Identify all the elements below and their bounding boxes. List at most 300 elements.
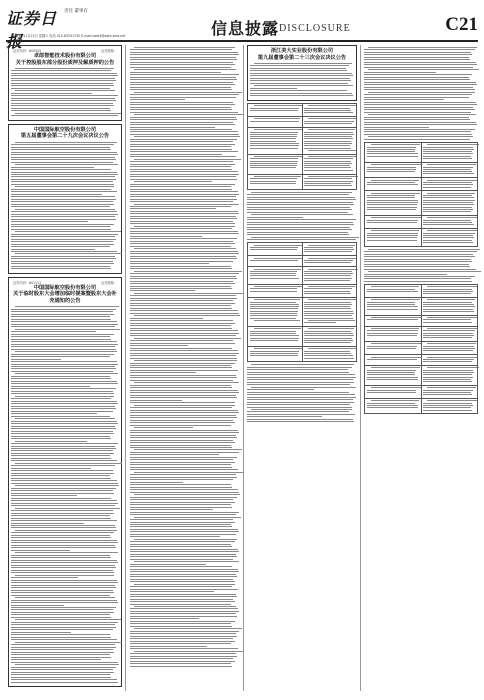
text-line <box>11 672 114 673</box>
text-line <box>423 158 472 159</box>
text-line <box>11 535 110 536</box>
text-line <box>130 348 232 349</box>
table-row <box>365 284 478 297</box>
table-cell <box>302 346 357 361</box>
text-line <box>371 164 422 165</box>
text-line <box>11 83 113 84</box>
text-line <box>254 320 301 321</box>
text-line <box>304 121 354 122</box>
table-cell <box>248 256 303 267</box>
table-row <box>365 228 478 246</box>
text-line <box>367 149 415 150</box>
text-line <box>130 400 182 401</box>
text-line <box>11 201 113 202</box>
text-line <box>130 231 238 232</box>
table-cell <box>365 297 422 315</box>
text-line <box>130 164 235 165</box>
text-line <box>11 652 114 653</box>
text-line <box>11 547 116 548</box>
text-line <box>11 433 114 434</box>
text-line <box>11 557 111 558</box>
text-line <box>130 608 238 609</box>
text-line <box>423 202 473 203</box>
text-line <box>134 114 243 115</box>
text-line <box>130 442 235 443</box>
text-line <box>367 309 419 310</box>
text-line <box>130 484 231 485</box>
text-line <box>304 342 351 343</box>
text-line <box>250 302 297 303</box>
text-line <box>423 348 475 349</box>
text-line <box>130 283 235 284</box>
text-line <box>11 216 115 217</box>
text-line <box>11 483 118 484</box>
text-line <box>367 407 419 408</box>
text-line <box>364 256 475 257</box>
text-line <box>367 306 418 307</box>
table-cell <box>302 174 357 189</box>
text-line <box>247 379 353 380</box>
text-line <box>130 529 238 530</box>
text-line <box>11 614 110 615</box>
text-line <box>308 245 355 246</box>
text-line <box>364 54 472 55</box>
text-line <box>130 497 237 498</box>
text-line <box>11 214 118 215</box>
table-row <box>248 346 357 361</box>
text-line <box>371 217 422 218</box>
text-line <box>250 315 298 316</box>
table-cell <box>365 142 422 162</box>
text-line <box>423 304 474 305</box>
text-line <box>423 361 472 362</box>
text-line <box>130 122 233 123</box>
text-line <box>130 305 231 306</box>
text-line <box>364 264 469 265</box>
text-line <box>130 57 236 58</box>
text-line <box>11 679 117 680</box>
text-line <box>251 387 356 388</box>
text-line <box>423 319 471 320</box>
text-line <box>11 587 116 588</box>
text-line <box>367 209 416 210</box>
text-line <box>364 77 469 78</box>
text-line <box>364 139 470 140</box>
text-line <box>364 87 473 88</box>
text-line <box>11 515 110 516</box>
text-line <box>11 667 116 668</box>
text-line <box>134 494 240 495</box>
text-line <box>130 370 238 371</box>
table-cell <box>365 315 422 326</box>
text-line <box>423 407 471 408</box>
text-line <box>11 162 113 163</box>
text-line <box>11 256 115 257</box>
text-line <box>250 93 352 94</box>
announcement-body <box>250 63 354 96</box>
text-line <box>250 143 299 144</box>
text-line <box>250 145 300 146</box>
text-line <box>130 526 232 527</box>
text-line <box>130 154 222 155</box>
text-line <box>11 590 113 591</box>
text-line <box>130 519 233 520</box>
text-line <box>130 363 235 364</box>
text-line <box>134 226 235 227</box>
text-line <box>423 335 474 336</box>
table-cell <box>421 365 478 385</box>
table-cell <box>302 127 357 154</box>
text-line <box>15 351 117 352</box>
text-line <box>130 613 236 614</box>
text-line <box>368 114 476 115</box>
table-cell <box>421 326 478 341</box>
table-cell <box>421 162 478 177</box>
text-line <box>130 499 233 500</box>
text-line <box>367 304 416 305</box>
text-line <box>250 83 348 84</box>
text-line <box>130 462 235 463</box>
text-line <box>130 541 235 542</box>
text-line <box>423 222 472 223</box>
text-line <box>247 239 356 240</box>
text-line <box>15 552 118 553</box>
text-line <box>11 446 115 447</box>
text-line <box>304 167 351 168</box>
text-line <box>250 335 299 336</box>
text-line <box>304 304 352 305</box>
text-line <box>130 104 235 105</box>
text-line <box>130 62 233 63</box>
text-line <box>11 241 113 242</box>
text-line <box>423 403 472 404</box>
text-line <box>134 606 236 607</box>
text-line <box>130 52 238 53</box>
text-line <box>11 408 116 409</box>
text-line <box>130 420 233 421</box>
text-line <box>130 559 233 560</box>
text-line <box>130 253 239 254</box>
text-line <box>427 317 477 318</box>
text-line <box>371 144 420 145</box>
page-number: C21 <box>445 14 478 35</box>
text-line <box>364 64 477 65</box>
text-line <box>11 70 111 71</box>
text-line <box>130 161 233 162</box>
text-line <box>364 266 470 267</box>
text-line <box>427 299 475 300</box>
text-line <box>368 249 480 250</box>
text-line <box>130 308 232 309</box>
text-line <box>11 523 84 524</box>
text-line <box>130 574 236 575</box>
text-line <box>15 642 122 643</box>
text-line <box>130 131 238 132</box>
text-line <box>130 586 232 587</box>
text-line <box>247 382 354 383</box>
text-line <box>11 176 115 177</box>
text-line <box>11 239 116 240</box>
text-line <box>11 527 116 528</box>
text-line <box>130 176 236 177</box>
text-line <box>254 156 304 157</box>
text-line <box>304 302 351 303</box>
text-line <box>130 509 213 510</box>
text-line <box>427 144 479 145</box>
table-cell <box>302 103 357 116</box>
text-line <box>134 449 242 450</box>
text-line <box>364 84 477 85</box>
text-line <box>364 254 473 255</box>
text-line <box>304 311 353 312</box>
text-line <box>304 141 351 142</box>
text-line <box>11 356 110 357</box>
text-line <box>250 291 298 292</box>
text-line <box>130 191 238 192</box>
announcement-body <box>130 47 240 667</box>
text-line <box>250 340 298 341</box>
text-line <box>367 202 419 203</box>
announcement-title: 关于控股股东部分股份质押及解质押的公告 <box>15 59 115 66</box>
text-line <box>130 273 239 274</box>
text-line <box>130 340 233 341</box>
text-line <box>15 113 121 114</box>
text-line <box>11 475 110 476</box>
text-line <box>130 201 233 202</box>
announcement-header <box>250 48 354 61</box>
text-line <box>11 181 113 182</box>
text-line <box>130 546 232 547</box>
text-line <box>250 90 347 91</box>
text-line <box>250 80 351 81</box>
text-line <box>364 67 473 68</box>
text-line <box>364 112 471 113</box>
text-line <box>15 396 114 397</box>
text-line <box>11 361 117 362</box>
text-line <box>11 609 113 610</box>
text-line <box>134 561 239 562</box>
text-line <box>250 311 299 312</box>
text-line <box>423 337 472 338</box>
text-line <box>304 262 351 263</box>
table-cell <box>421 385 478 398</box>
text-line <box>364 72 436 73</box>
table-row <box>365 191 478 216</box>
text-line <box>130 84 235 85</box>
text-line <box>423 209 473 210</box>
text-line <box>11 624 115 625</box>
text-line <box>130 199 237 200</box>
text-line <box>11 75 118 76</box>
table-cell <box>302 267 357 285</box>
text-line <box>130 166 231 167</box>
text-line <box>250 313 297 314</box>
text-line <box>423 311 474 312</box>
text-line <box>427 217 477 218</box>
text-line <box>130 89 232 90</box>
text-line <box>11 436 110 437</box>
text-line <box>423 322 472 323</box>
text-line <box>11 354 114 355</box>
text-line <box>11 644 115 645</box>
text-line <box>130 243 235 244</box>
text-line <box>423 171 472 172</box>
text-line <box>130 139 237 140</box>
text-line <box>11 144 114 145</box>
text-line <box>368 92 475 93</box>
text-line <box>304 136 352 137</box>
text-line <box>11 324 118 325</box>
text-line <box>130 663 231 664</box>
text-line <box>247 421 354 422</box>
text-line <box>130 589 238 590</box>
text-line <box>250 249 297 250</box>
text-line <box>423 233 475 234</box>
text-line <box>130 117 236 118</box>
text-line <box>423 309 473 310</box>
text-line <box>364 102 476 103</box>
table-cell <box>365 385 422 398</box>
table-cell <box>248 103 303 116</box>
text-line <box>364 131 471 132</box>
text-line <box>250 318 296 319</box>
text-line <box>130 318 203 319</box>
text-line <box>308 105 356 106</box>
text-line <box>15 373 118 374</box>
text-line <box>251 214 353 215</box>
text-line <box>130 266 231 267</box>
text-line <box>11 100 116 101</box>
table-cell <box>421 178 478 191</box>
text-line <box>11 268 111 269</box>
text-line <box>11 206 110 207</box>
text-line <box>130 72 221 73</box>
column-4 <box>364 45 478 691</box>
text-line <box>247 377 356 378</box>
text-line <box>304 112 353 113</box>
text-line <box>367 377 418 378</box>
announcement-company: 中国国际航空股份有限公司 <box>33 284 97 291</box>
text-line <box>130 298 237 299</box>
text-line <box>11 560 117 561</box>
text-line <box>11 98 115 99</box>
text-line <box>130 621 235 622</box>
table-cell <box>421 191 478 216</box>
column-divider <box>360 45 361 691</box>
text-line <box>308 129 355 130</box>
text-line <box>11 453 114 454</box>
text-line <box>304 318 353 319</box>
table-cell <box>248 174 303 189</box>
text-line <box>134 181 212 182</box>
text-line <box>130 268 232 269</box>
text-line <box>11 443 118 444</box>
text-line <box>11 159 116 160</box>
text-line <box>130 82 233 83</box>
text-line <box>11 682 118 683</box>
text-line <box>367 197 416 198</box>
text-line <box>364 127 429 128</box>
text-line <box>130 392 239 393</box>
text-line <box>130 576 237 577</box>
text-line <box>250 65 349 66</box>
text-line <box>250 134 297 135</box>
table-row <box>365 297 478 315</box>
text-line <box>251 364 354 365</box>
text-line <box>423 173 474 174</box>
text-line <box>130 358 237 359</box>
text-line <box>304 333 353 334</box>
table-row <box>365 142 478 162</box>
text-line <box>134 539 237 540</box>
text-line <box>423 237 474 238</box>
text-line <box>130 474 236 475</box>
text-line <box>11 493 114 494</box>
text-line <box>11 637 111 638</box>
text-line <box>130 345 188 346</box>
text-line <box>130 648 238 649</box>
text-line <box>250 275 297 276</box>
text-line <box>364 59 470 60</box>
text-line <box>364 79 470 80</box>
table-cell <box>421 398 478 413</box>
announcement-company: 浙江美大实业股份有限公司 <box>270 48 334 54</box>
text-line <box>15 485 119 486</box>
text-line <box>130 459 233 460</box>
text-line <box>251 192 352 193</box>
text-line <box>247 222 353 223</box>
text-line <box>11 550 70 551</box>
text-line <box>134 315 240 316</box>
text-line <box>11 537 111 538</box>
text-line <box>423 289 472 290</box>
text-line <box>130 310 238 311</box>
text-line <box>367 220 419 221</box>
text-line <box>11 196 115 197</box>
announcement-box <box>8 277 122 687</box>
text-line <box>371 299 421 300</box>
edition-info <box>64 9 88 15</box>
text-line <box>134 159 241 160</box>
text-line <box>304 353 351 354</box>
text-line <box>11 634 110 635</box>
text-line <box>130 186 231 187</box>
text-line <box>11 654 110 655</box>
text-line <box>130 79 237 80</box>
text-line <box>130 437 237 438</box>
text-line <box>304 108 350 109</box>
text-line <box>15 418 115 419</box>
text-line <box>247 404 350 405</box>
text-line <box>423 377 473 378</box>
text-line <box>250 351 300 352</box>
announcement-company: 中国国际航空股份有限公司 <box>33 126 97 133</box>
table-row <box>248 243 357 256</box>
text-line <box>304 185 352 186</box>
text-line <box>11 426 115 427</box>
text-line <box>367 330 418 331</box>
text-line <box>130 171 238 172</box>
text-line <box>247 217 303 218</box>
text-line <box>130 579 233 580</box>
text-line <box>364 281 472 282</box>
text-line <box>130 377 237 378</box>
text-line <box>11 505 115 506</box>
text-line <box>130 638 233 639</box>
text-line <box>130 487 232 488</box>
table-cell <box>248 243 303 256</box>
table-cell <box>248 326 303 346</box>
